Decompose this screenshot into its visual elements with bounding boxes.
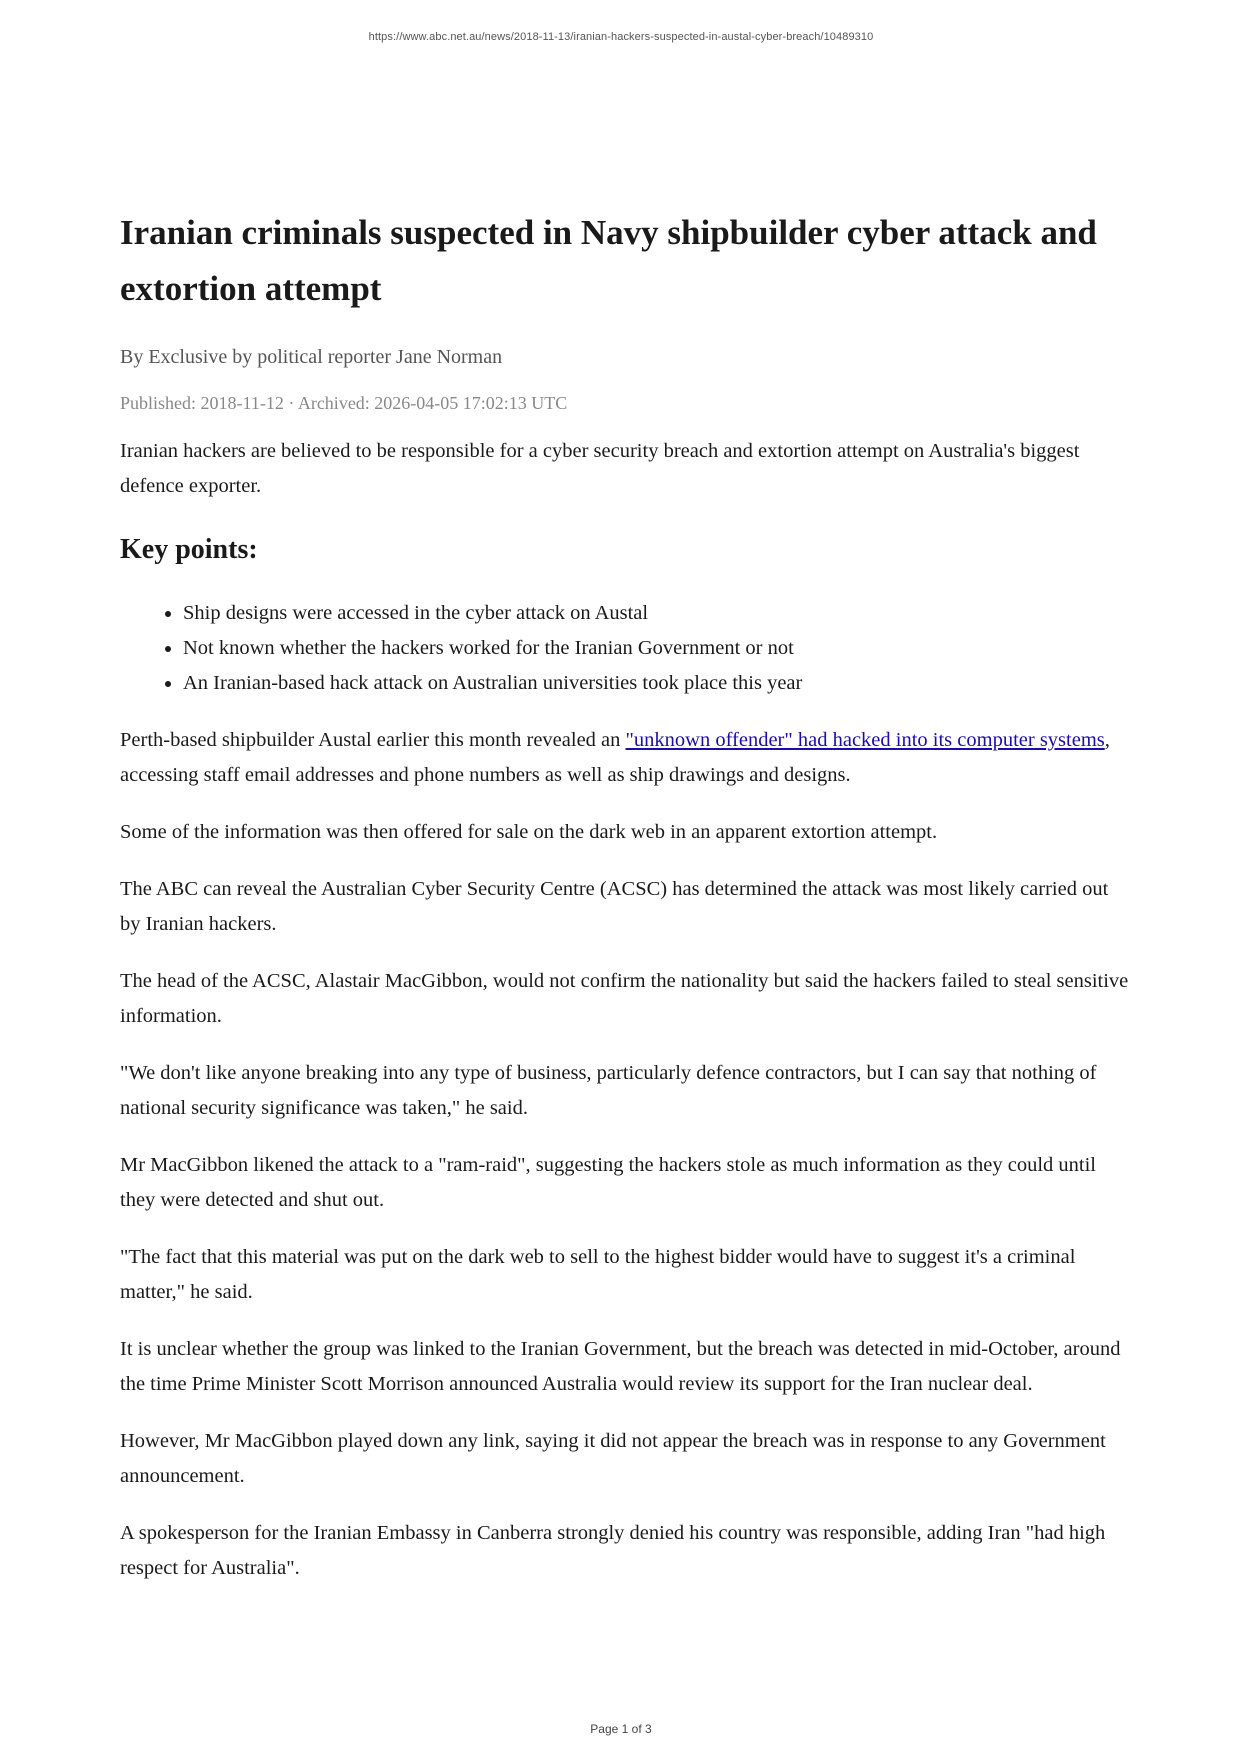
article-paragraph: "We don't like anyone breaking into any type of business, particularly defence contractors, but I can say that nothing of national security significance was taken," he said. [120, 1062, 1097, 1119]
key-point-item: • Ship designs were accessed in the cyber attack on Austal [183, 596, 1130, 631]
article [120, 205, 1130, 1608]
article-publish-meta: Published: 2018-11-12 · Archived: 2026-04-05 17:02:13 UTC [120, 393, 568, 413]
key-point-item: • An Iranian-based hack attack on Australian universities took place this year [183, 666, 1130, 701]
page-url-header: https://www.abc.net.au/news/2018-11-13/iranian-hackers-suspected-in-austal-cyber-breach/10489310 [368, 31, 874, 43]
page-number-footer: Page 1 of 3 [590, 1722, 652, 1736]
article-body [120, 723, 1130, 1586]
paragraph-text-before-link: Perth-based shipbuilder Austal earlier this month revealed an [120, 729, 626, 751]
article-paragraph: A spokesperson for the Iranian Embassy in Canberra strongly denied his country was responsible, adding Iran "had high respect for Australia". [120, 1522, 1106, 1579]
article-byline: By Exclusive by political reporter Jane Norman [120, 346, 503, 368]
article-paragraph: The head of the ACSC, Alastair MacGibbon, would not confirm the nationality but said the hackers failed to steal sensitive information. [120, 970, 1129, 1027]
paragraph-text-after-link: , accessing staff email addresses and phone numbers as well as ship drawings and designs. [120, 729, 1110, 786]
article-paragraph: The ABC can reveal the Australian Cyber Security Centre (ACSC) has determined the attack was most likely carried out by Iranian hackers. [120, 878, 1109, 935]
key-points-heading: Key points: [120, 534, 258, 565]
article-paragraph: Mr MacGibbon likened the attack to a "ram-raid", suggesting the hackers stole as much information as they could until they were detected and shut out. [120, 1154, 1096, 1211]
article-paragraph: "The fact that this material was put on the dark web to sell to the highest bidder would have to suggest it's a criminal matter," he said. [120, 1246, 1076, 1303]
article-title: Iranian criminals suspected in Navy shipbuilder cyber attack and extortion attempt [120, 213, 1097, 308]
article-lead-paragraph: Iranian hackers are believed to be responsible for a cyber security breach and extortion attempt on Australia's biggest defence exporter. [120, 440, 1080, 497]
key-points-list [120, 596, 1130, 701]
article-paragraph-with-link [120, 723, 1130, 793]
article-paragraph: It is unclear whether the group was linked to the Iranian Government, but the breach was detected in mid-October, around the time Prime Minister Scott Morrison announced Australia would review its support for the Iran nuclear deal. [120, 1338, 1121, 1395]
austal-breach-article-link[interactable]: "unknown offender" had hacked into its computer systems [625, 729, 1105, 751]
article-paragraph: However, Mr MacGibbon played down any link, saying it did not appear the breach was in response to any Government announcement. [120, 1430, 1106, 1487]
article-paragraph: Some of the information was then offered for sale on the dark web in an apparent extortion attempt. [120, 821, 938, 843]
key-point-item: • Not known whether the hackers worked for the Iranian Government or not [183, 631, 1130, 666]
